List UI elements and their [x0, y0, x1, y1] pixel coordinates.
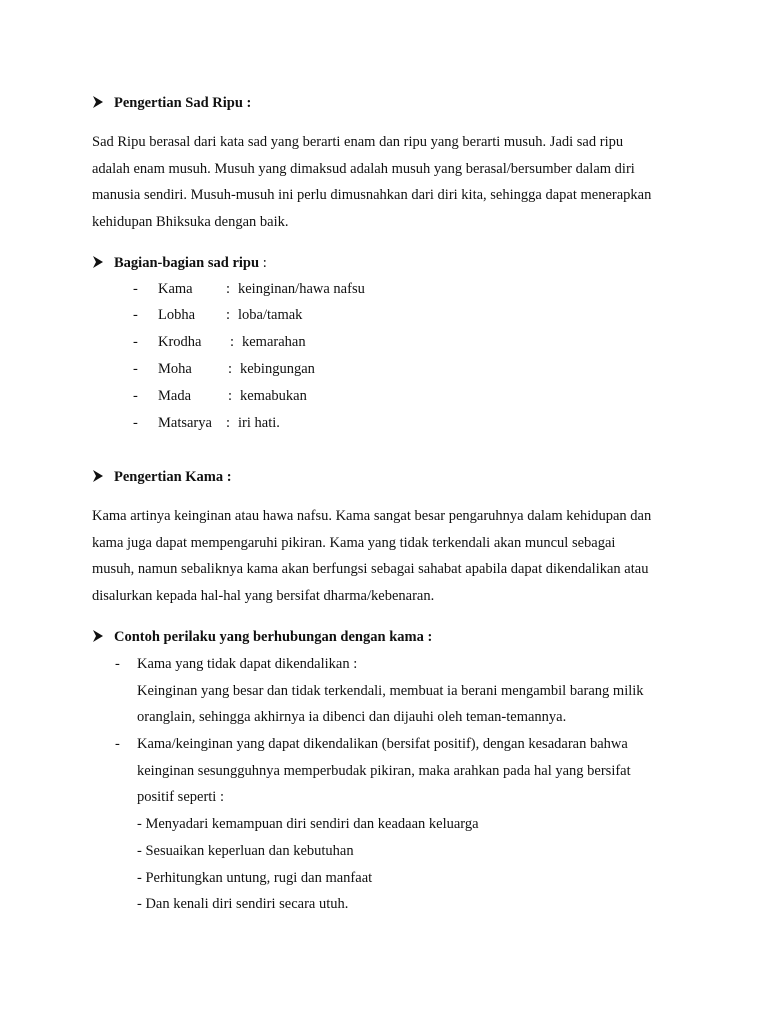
arrow-bullet-icon — [92, 628, 114, 646]
example-item: Kama yang tidak dapat dikendalikan : Keinginan yang besar dan tidak terkendali, membuat ia berani mengambil barang milik oranglain, sehingga akhirnya ia dibenci dan dijauhi oleh teman-temannya. — [137, 656, 644, 726]
paragraph-kama: Kama artinya keinginan atau hawa nafsu. Kama sangat besar pengaruhnya dalam kehidupan dan kama juga dapat mempengaruhi pikiran. Kama yang tidak terkendali akan muncul sebagai musuh, namun sebaliknya kama akan berfungsi sebagai sahabat apabila dapat dikendalikan atau disalurkan kepada hal-hal yang bersifat dharma/kebenaran. — [92, 508, 652, 605]
arrow-bullet-icon — [92, 94, 114, 112]
document-page: Pengertian Sad Ripu : Sad Ripu berasal dari kata sad yang berarti enam dan ripu yang berarti musuh. Jadi sad ripu adalah enam musuh. Musuh yang dimaksud adalah musuh yang berasal/bersumber dalam diri manusia sendiri. Musuh-musuh ini perlu dimusnahkan dari diri kita, sehingga dapat menerapkan kehidupan Bhiksuka dengan baik. Bagian-bagian sad ripu : - Kama : keinginan/hawa nafsu - Lobha : loba/tamak - Krodha : kemarahan - Moha : kebingungan - Mada : kemabukan - Matsarya : iri hati. Pengertian Kama : Kama artinya keinginan atau hawa nafsu. Kama sangat besar pengaruhnya dalam kehidupan dan kama juga dapat mempengaruhi pikiran. Kama yang tidak terkendali akan muncul sebagai musuh, namun sebaliknya kama akan berfungsi sebagai sahabat apabila dapat dikendalikan atau disalurkan kepada hal-hal yang bersifat dharma/kebenaran. Contoh perilaku yang berhubungan dengan kama : - Kama yang tidak dapat dikendalikan : Keinginan yang besar dan tidak terkendali, membuat ia berani mengambil barang milik oranglain, sehingga akhirnya ia dibenci dan dijauhi oleh teman-temannya. - Kama/keinginan yang dapat dikendalikan (bersifat positif), dengan kesadaran bahwa keinginan sesungguhnya memperbudak pikiran, maka arahkan pada hal yang bersifat positif seperti : - Menyadari kemampuan diri sendiri dan keadaan keluarga - Sesuaikan keperluan dan kebutuhan - Perhitungkan untung, rugi dan manfaat - Dan kenali diri sendiri secara utuh. — [0, 0, 768, 1024]
heading-pengertian-sad-ripu: Pengertian Sad Ripu : — [92, 94, 251, 112]
heading-contoh-perilaku: Contoh perilaku yang berhubungan dengan kama : — [92, 628, 432, 646]
example-bullet-dash: - — [115, 656, 120, 672]
arrow-bullet-icon — [92, 468, 114, 486]
heading-pengertian-kama: Pengertian Kama : — [92, 468, 232, 486]
arrow-bullet-icon — [92, 254, 114, 272]
heading-bagian-sad-ripu: Bagian-bagian sad ripu : — [92, 254, 267, 272]
example-bullet-dash: - — [115, 736, 120, 752]
example-item: Kama/keinginan yang dapat dikendalikan (bersifat positif), dengan kesadaran bahwa keinginan sesungguhnya memperbudak pikiran, maka arahkan pada hal yang bersifat positif seperti : - Menyadari kemampuan diri sendiri dan keadaan keluarga - Sesuaikan keperluan dan kebutuhan - Perhitungkan untung, rugi dan manfaat - Dan kenali diri sendiri secara utuh. — [137, 736, 631, 913]
paragraph-sad-ripu: Sad Ripu berasal dari kata sad yang berarti enam dan ripu yang berarti musuh. Jadi sad ripu adalah enam musuh. Musuh yang dimaksud adalah musuh yang berasal/bersumber dalam diri manusia sendiri. Musuh-musuh ini perlu dimusnahkan dari diri kita, sehingga dapat menerapkan kehidupan Bhiksuka dengan baik. — [92, 134, 652, 231]
